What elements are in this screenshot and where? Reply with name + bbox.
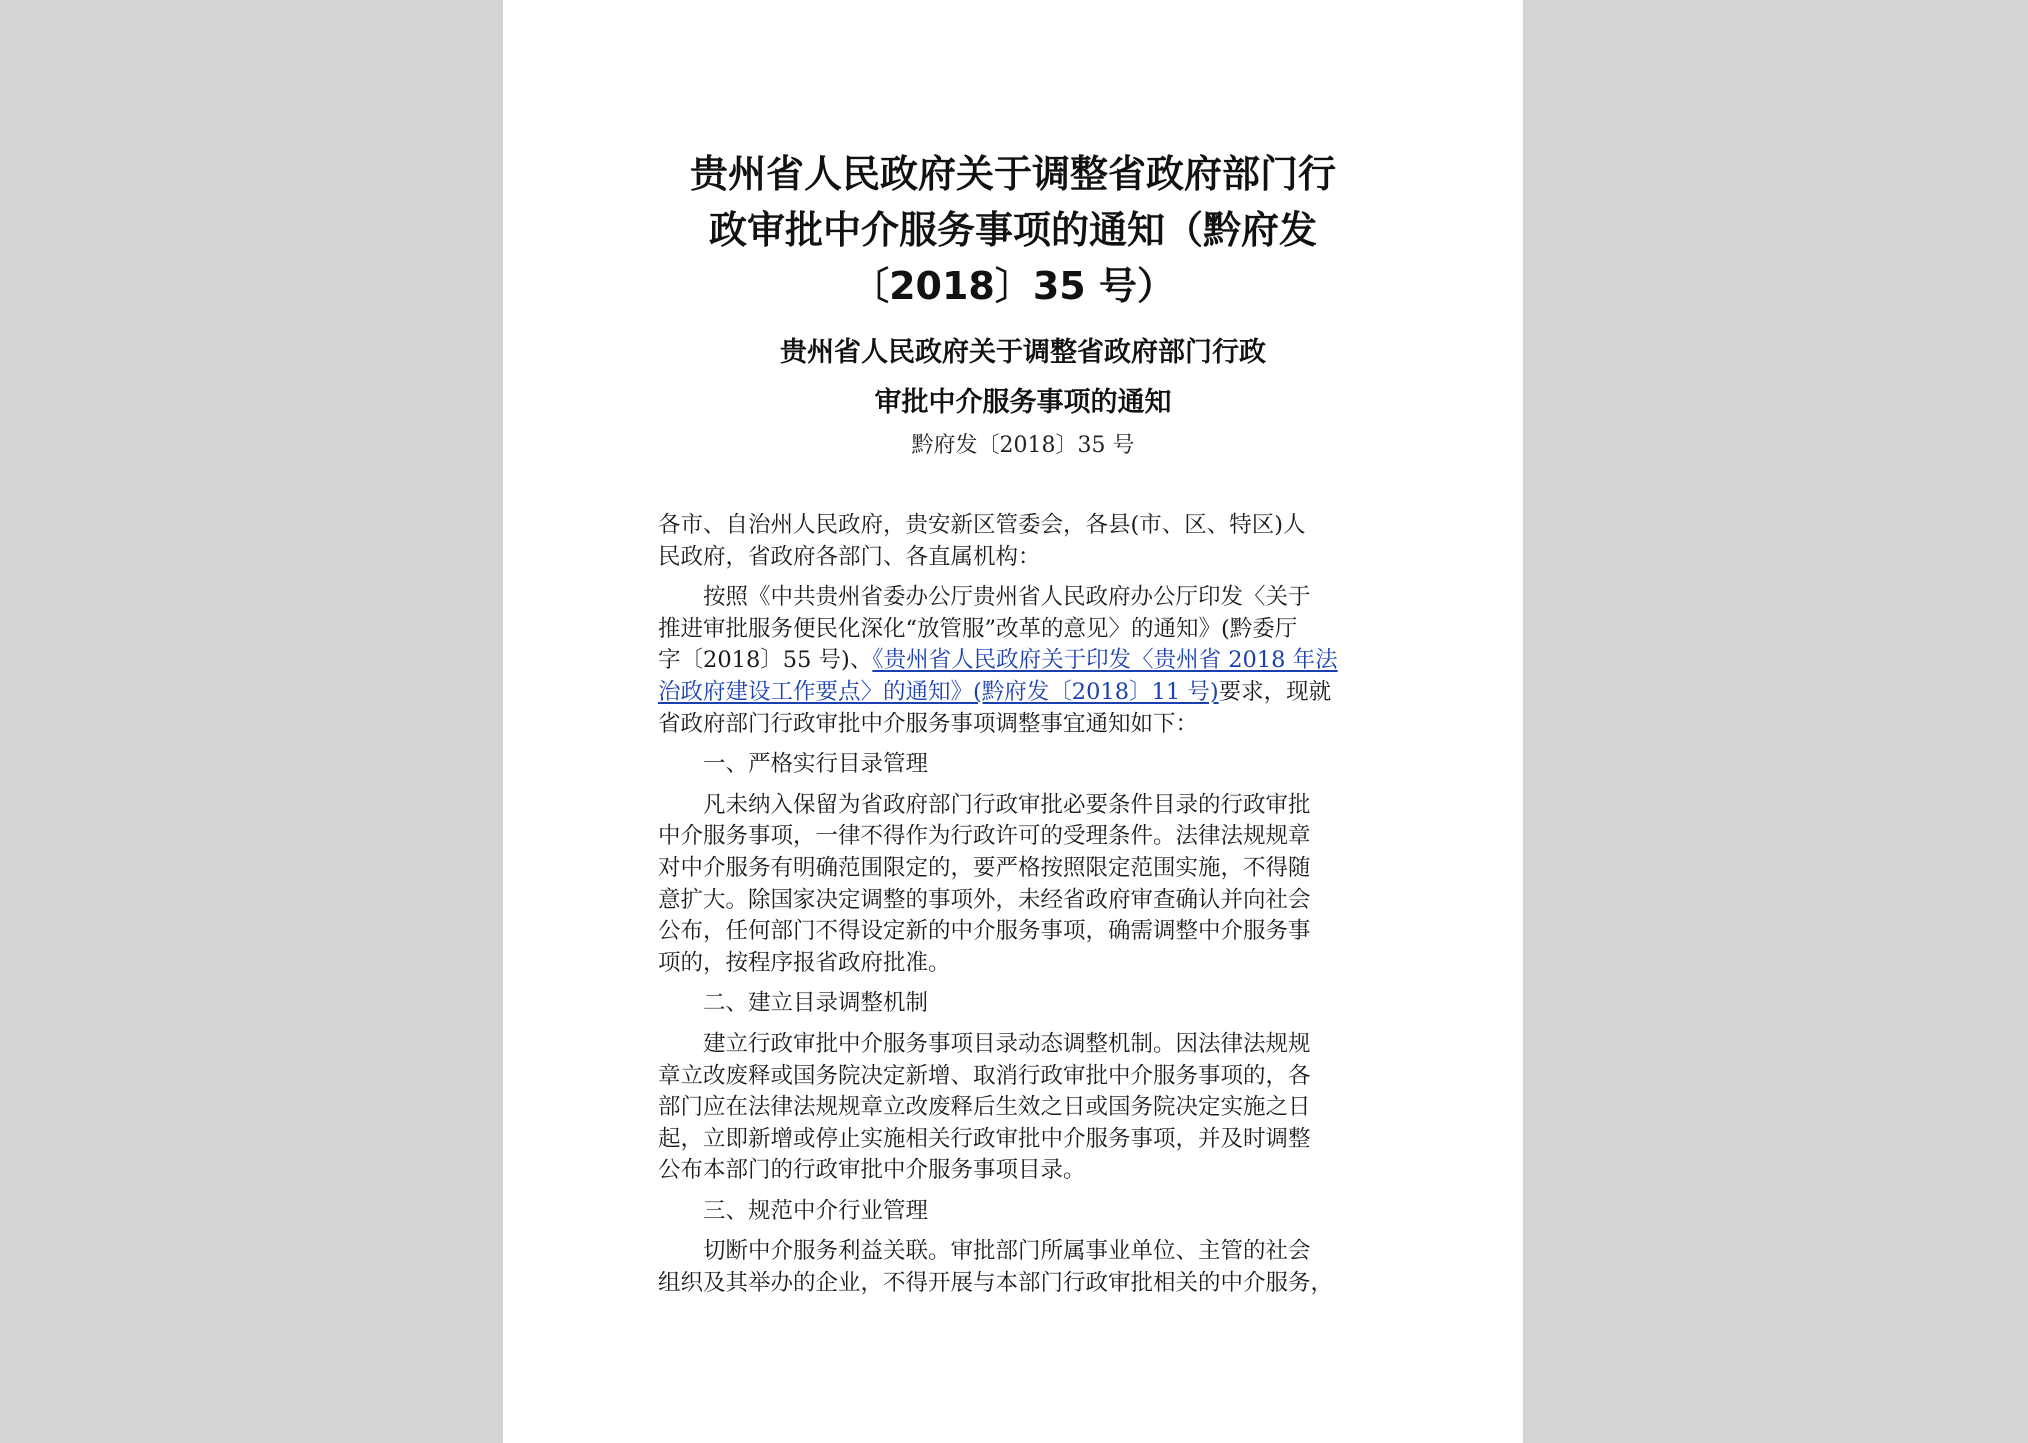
title-line: 政审批中介服务事项的通知（黔府发	[708, 208, 1317, 252]
paragraph-line: 推进审批服务便民化深化“放管服”改革的意见〉的通知》(黔委厅	[658, 615, 1298, 642]
paragraph-line	[658, 677, 1378, 709]
intro-text: 字〔2018〕55 号)、	[658, 647, 873, 674]
addressee	[658, 510, 1378, 573]
addressee-line: 民政府，省政府各部门、各直属机构：	[658, 543, 1041, 570]
paragraph-line: 章立改废释或国务院决定新增、取消行政审批中介服务事项的，各	[658, 1062, 1311, 1089]
paragraph-line: 切断中介服务利益关联。审批部门所属事业单位、主管的社会	[703, 1238, 1311, 1265]
paragraph-line: 意扩大。除国家决定调整的事项外，未经省政府审查确认并向社会	[658, 886, 1311, 913]
document-number: 黔府发〔2018〕35 号	[911, 433, 1135, 458]
section-heading: 二、建立目录调整机制	[703, 990, 929, 1017]
section-paragraph	[658, 1236, 1378, 1299]
paragraph-line: 省政府部门行政审批中介服务事项调整事宜通知如下：	[658, 710, 1199, 737]
section-heading: 三、规范中介行业管理	[703, 1197, 929, 1224]
policy-document-link[interactable]: 治政府建设工作要点〉的通知》(黔府发〔2018〕11 号)	[658, 678, 1219, 705]
section-heading: 一、严格实行目录管理	[703, 751, 929, 778]
paragraph-line: 对中介服务有明确范围限定的，要严格按照限定范围实施，不得随	[658, 854, 1311, 881]
intro-text: 要求，现就	[1218, 678, 1332, 705]
subtitle-line: 审批中介服务事项的通知	[874, 387, 1172, 418]
paragraph-line: 起，立即新增或停止实施相关行政审批中介服务事项，并及时调整	[658, 1125, 1311, 1152]
paragraph-line: 中介服务事项，一律不得作为行政许可的受理条件。法律法规规章	[658, 823, 1311, 850]
paragraph-line: 公布本部门的行政审批中介服务事项目录。	[658, 1157, 1086, 1184]
paragraph-line: 部门应在法律法规规章立改废释后生效之日或国务院决定实施之日	[658, 1094, 1311, 1121]
document-subtitle	[663, 328, 1383, 428]
paragraph-line	[658, 645, 1378, 677]
document-title	[633, 146, 1393, 314]
paragraph-line: 建立行政审批中介服务事项目录动态调整机制。因法律法规规	[703, 1030, 1311, 1057]
paragraph-line: 公布，任何部门不得设定新的中介服务事项，确需调整中介服务事	[658, 918, 1311, 945]
addressee-line: 各市、自治州人民政府，贵安新区管委会，各县(市、区、特区)人	[658, 512, 1306, 538]
paragraph-line: 按照《中共贵州省委办公厅贵州省人民政府办公厅印发〈关于	[703, 584, 1311, 611]
section-paragraph	[658, 790, 1378, 980]
document-body	[658, 510, 1378, 1300]
title-line: 〔2018〕35 号）	[851, 264, 1175, 308]
intro-paragraph	[658, 582, 1378, 740]
paragraph-line: 凡未纳入保留为省政府部门行政审批必要条件目录的行政审批	[703, 791, 1311, 818]
document-page	[503, 0, 1523, 1443]
section-paragraph	[658, 1029, 1378, 1187]
paragraph-line: 项的，按程序报省政府批准。	[658, 949, 951, 976]
paragraph-line: 组织及其举办的企业，不得开展与本部门行政审批相关的中介服务，	[658, 1270, 1334, 1297]
title-line: 贵州省人民政府关于调整省政府部门行	[689, 152, 1336, 196]
policy-document-link[interactable]: 《贵州省人民政府关于印发〈贵州省 2018 年法	[872, 647, 1338, 674]
subtitle-line: 贵州省人民政府关于调整省政府部门行政	[780, 337, 1266, 368]
